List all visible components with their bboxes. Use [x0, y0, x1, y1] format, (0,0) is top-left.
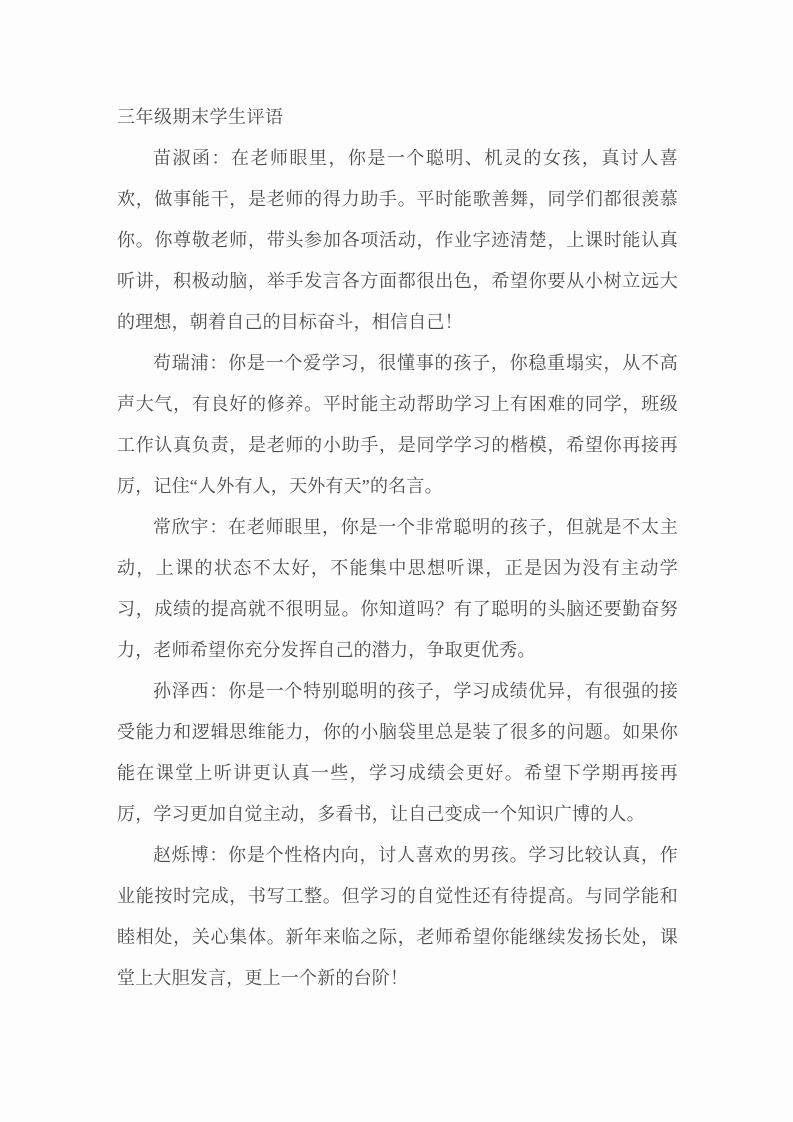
comment-text: 在老师眼里，你是一个聪明、机灵的女孩，真讨人喜欢，做事能干，是老师的得力助手。平时能歌善舞，同学们都很羡慕你。你尊敬老师，带头参加各项活动，作业字迹清楚，上课时能认真听讲，积极动脑，举手发言各方面都很出色，希望你要从小树立远大的理想，朝着自己的目标奋斗，相信自己！: [117, 148, 678, 332]
student-comment-paragraph: [117, 507, 678, 671]
comment-text: 你是一个特别聪明的孩子，学习成绩优异，有很强的接受能力和逻辑思维能力，你的小脑袋里总是装了很多的问题。如果你能在课堂上听讲更认真一些，学习成绩会更好。希望下学期再接再厉，学习更加自觉主动，多看书，让自己变成一个知识广博的人。: [117, 681, 678, 824]
student-name: 苟瑞浦: [153, 353, 210, 373]
student-name: 苗淑函: [153, 148, 212, 168]
name-colon-separator: ：: [209, 845, 229, 865]
student-name: 赵烁博: [153, 845, 210, 865]
student-name: 孙泽西: [153, 681, 210, 701]
comment-text: 在老师眼里，你是一个非常聪明的孩子，但就是不太主动，上课的状态不太好，不能集中思想听课，正是因为没有主动学习，成绩的提高就不很明显。你知道吗？有了聪明的头脑还要勤奋努力，老师希望你充分发挥自己的潜力，争取更优秀。: [117, 517, 678, 660]
comment-text: 你是一个爱学习，很懂事的孩子，你稳重塌实，从不高声大气，有良好的修养。平时能主动帮助学习上有困难的同学，班级工作认真负责，是老师的小助手，是同学学习的楷模，希望你再接再厉，记住“人外有人，天外有天”的名言。: [117, 353, 678, 496]
student-comment-paragraph: [117, 343, 678, 507]
comment-text: 你是个性格内向，讨人喜欢的男孩。学习比较认真，作业能按时完成，书写工整。但学习的自觉性还有待提高。与同学能和睦相处，关心集体。新年来临之际，老师希望你能继续发扬长处，课堂上大胆发言，更上一个新的台阶！: [117, 845, 678, 988]
name-colon-separator: ：: [211, 148, 231, 168]
student-comment-paragraph: [117, 671, 678, 835]
name-colon-separator: ：: [209, 353, 229, 373]
student-comment-paragraph: [117, 138, 678, 343]
name-colon-separator: ：: [209, 517, 229, 537]
student-name: 常欣宇: [153, 517, 210, 537]
name-colon-separator: ：: [209, 681, 229, 701]
student-comment-paragraph: [117, 835, 678, 999]
document-title: 三年级期末学生评语: [117, 107, 284, 127]
